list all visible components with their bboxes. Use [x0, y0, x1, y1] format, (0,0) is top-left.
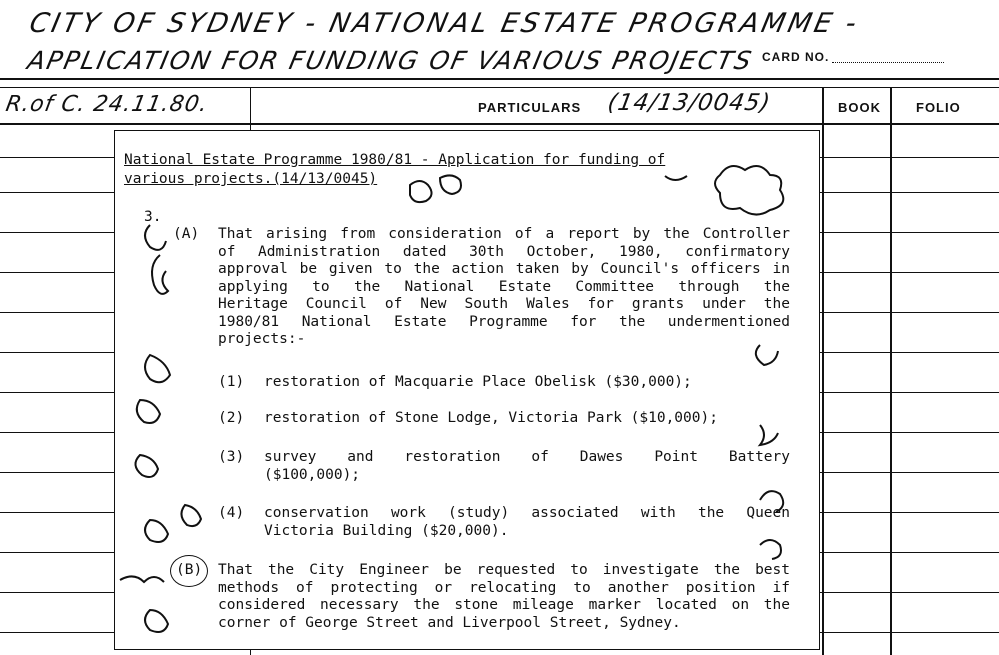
section-a-text	[218, 226, 790, 349]
section-b-line: That the City Engineer be requested to investigate the best	[218, 562, 790, 578]
section-a-line: applying to the National Estate Committee through the	[218, 278, 790, 295]
rule-top-2	[0, 87, 999, 88]
ruled-line	[818, 157, 999, 158]
ruled-line	[818, 192, 999, 193]
card-no-dotted-line	[832, 62, 944, 63]
ruled-line	[818, 552, 999, 553]
section-b-text	[218, 562, 790, 632]
particulars-label: PARTICULARS	[478, 100, 582, 115]
section-b-label: (B)	[176, 562, 203, 578]
ruled-line	[818, 352, 999, 353]
project-line: survey and restoration of Dawes Point Battery	[264, 449, 790, 465]
ruled-line	[0, 352, 114, 353]
project-text	[264, 505, 790, 540]
section-a-line: approval be given to the action taken by Council's officers in	[218, 261, 790, 277]
ruled-line	[0, 157, 114, 158]
rule-top-1	[0, 78, 999, 80]
particulars-ref: (14/13/0045)	[605, 90, 773, 116]
section-a-line: Heritage Council of New South Wales for grants under the	[218, 296, 790, 312]
section-b-line: considered necessary the stone mileage marker located on the	[218, 597, 790, 613]
project-number: (3)	[218, 449, 245, 465]
ruled-line	[0, 312, 114, 313]
ruled-line	[818, 592, 999, 593]
section-a-line: That arising from consideration of a report by the Controller	[218, 226, 790, 242]
date-ref: R.of C. 24.11.80.	[3, 92, 211, 117]
project-number: (2)	[218, 410, 245, 426]
project-line: conservation work (study) associated with the Queen	[264, 505, 790, 521]
ruled-line	[818, 312, 999, 313]
ruled-line	[0, 192, 114, 193]
ruled-line	[0, 592, 114, 593]
card-title-line2: APPLICATION FOR FUNDING OF VARIOUS PROJECTS	[24, 46, 756, 75]
ruled-line	[818, 392, 999, 393]
ruled-line	[818, 632, 999, 633]
ruled-line	[818, 272, 999, 273]
section-a-line: projects:-	[218, 331, 306, 347]
project-number: (1)	[218, 374, 245, 390]
ruled-line	[818, 512, 999, 513]
item-number: 3.	[144, 209, 162, 225]
ruled-line	[0, 272, 114, 273]
ruled-line	[0, 552, 114, 553]
section-a-line: 1980/81 National Estate Programme for the undermentioned	[218, 313, 790, 330]
ruled-line	[0, 512, 114, 513]
project-number: (4)	[218, 505, 245, 521]
ruled-line	[0, 472, 114, 473]
minute-heading-line2: various projects.(14/13/0045)	[124, 171, 378, 187]
section-a-label: (A)	[173, 226, 200, 242]
card-no-label: CARD NO.	[762, 50, 830, 64]
rule-header-bottom	[0, 123, 999, 125]
ruled-line	[0, 432, 114, 433]
folio-label: FOLIO	[916, 100, 961, 115]
section-b-line: corner of George Street and Liverpool Street, Sydney.	[218, 614, 681, 631]
section-b-line: methods of protecting or relocating to another position if	[218, 579, 790, 596]
project-line: ($100,000);	[264, 466, 361, 483]
project-text: restoration of Macquarie Place Obelisk ($30,000);	[264, 374, 692, 390]
ruled-line	[818, 232, 999, 233]
minute-heading-line1: National Estate Programme 1980/81 - Application for funding of	[124, 152, 666, 168]
section-a-line: of Administration dated 30th October, 1980, confirmatory	[218, 243, 790, 260]
ruled-line	[0, 232, 114, 233]
project-text: restoration of Stone Lodge, Victoria Park ($10,000);	[264, 410, 718, 426]
book-label: BOOK	[838, 100, 881, 115]
col-rule-particulars	[822, 88, 824, 655]
card-title-line1: CITY OF SYDNEY - NATIONAL ESTATE PROGRAMME -	[26, 8, 863, 39]
project-text	[264, 449, 790, 484]
project-line: Victoria Building ($20,000).	[264, 522, 509, 539]
ruled-line	[0, 392, 114, 393]
ruled-line	[818, 432, 999, 433]
col-rule-book	[890, 88, 892, 655]
section-b-circle	[170, 555, 208, 587]
ruled-line	[818, 472, 999, 473]
ruled-line	[0, 632, 114, 633]
